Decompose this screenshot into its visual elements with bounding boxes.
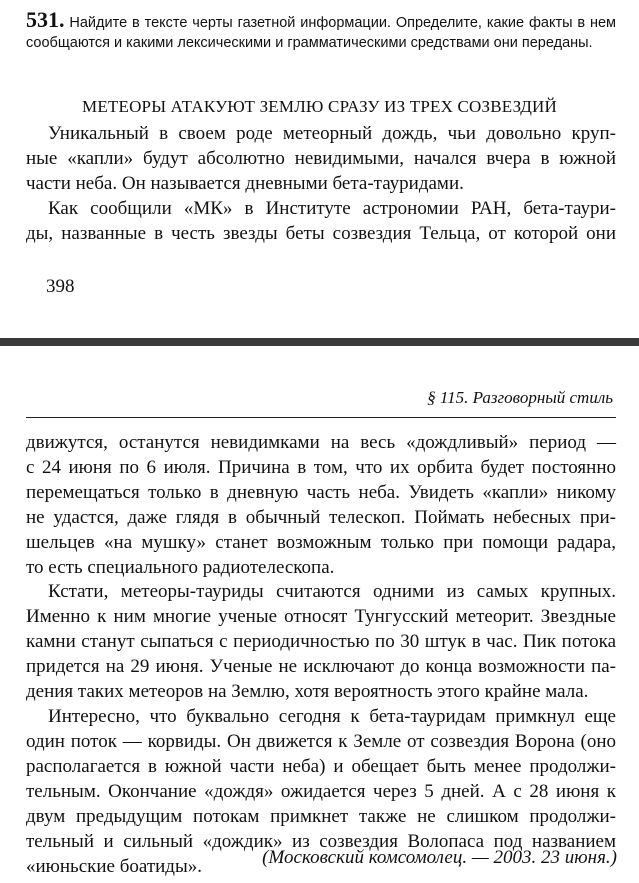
paragraph-line: шельцев «на мушку» станет возможным только при помощи радара, xyxy=(26,532,616,553)
paragraph-line: с 24 июня по 6 июля. Причина в том, что их орбита будет постоянно xyxy=(26,457,616,478)
paragraph-line: «июньские боатиды». xyxy=(26,856,202,877)
paragraph-line: располагается в южной части неба) и обещает быть менее продолжи- xyxy=(26,756,616,777)
paragraph-line: Интересно, что буквально сегодня к бета-тауридам примкнул еще xyxy=(48,706,616,727)
paragraph-line: один поток — корвиды. Он движется к Земле от созвездия Ворона (оно xyxy=(26,731,616,752)
page-top xyxy=(0,0,639,320)
paragraph-line: дения таких метеоров на Землю, хотя вероятность этого крайне мала. xyxy=(26,681,589,702)
paragraph-line: Кстати, метеоры-тауриды считаются одними из самых крупных. xyxy=(48,581,616,602)
page-bottom xyxy=(0,360,639,883)
article-headline: МЕТЕОРЫ АТАКУЮТ ЗЕМЛЮ СРАЗУ ИЗ ТРЕХ СОЗВЕЗДИЙ xyxy=(82,97,557,116)
paragraph-line: ные «капли» будут абсолютно невидимыми, начался вчера в южной xyxy=(26,148,616,169)
page-number: 398 xyxy=(46,276,75,297)
paragraph-2-continued xyxy=(26,430,616,580)
task-number: 531. xyxy=(26,7,65,32)
paragraph-line: Как сообщили «МК» в Институте астрономии РАН, бета-таури- xyxy=(48,198,616,219)
paragraph-line: двум предыдущим потокам примкнет также не слишком продолжи- xyxy=(26,806,616,827)
paragraph-line: не удастся, даже глядя в обычный телескоп. Поймать небесных при- xyxy=(26,507,616,528)
paragraph-3 xyxy=(26,579,616,704)
page-divider xyxy=(0,338,639,346)
paragraph-line: Уникальный в своем роде метеорный дождь, чьи довольно круп- xyxy=(48,123,616,144)
paragraph-2-start xyxy=(26,196,616,246)
paragraph-line: движутся, останутся невидимками на весь «дождливый» период — xyxy=(26,432,616,453)
paragraph-line: то есть специального радиотелескопа. xyxy=(26,557,335,578)
task-instruction: Найдите в тексте черты газетной информации. Определите, какие факты в нем сообщаются и какими лексическими и грамматическими средствами они переданы. xyxy=(26,15,617,51)
paragraph-line: части неба. Он называется дневными бета-тауридами. xyxy=(26,173,464,194)
task-text xyxy=(26,7,617,53)
paragraph-line: тельный и сильный «дождик» из созвездия Волопаса под названием xyxy=(26,831,616,852)
paragraph-line: перемещаться только в дневную часть неба. Увидеть «капли» никому xyxy=(26,482,616,503)
paragraph-1 xyxy=(26,121,616,196)
header-rule xyxy=(26,417,616,418)
paragraph-line: тельным. Окончание «дождя» ожидается через 5 дней. А с 28 июня к xyxy=(26,781,616,802)
paragraph-line: придется на 29 июня. Ученые не исключают до конца возможности па- xyxy=(26,656,616,677)
paragraph-line: ды, названные в честь звезды беты созвездия Тельца, от которой они xyxy=(26,223,616,244)
paragraph-line: камни станут сыпаться с периодичностью по 30 штук в час. Пик потока xyxy=(26,631,616,652)
paragraph-line: Именно к ним многие ученые относят Тунгусский метеорит. Звездные xyxy=(26,606,616,627)
article-citation: (Московский комсомолец. — 2003. 23 июня.) xyxy=(262,847,617,868)
running-head: § 115. Разговорный стиль xyxy=(427,388,613,407)
